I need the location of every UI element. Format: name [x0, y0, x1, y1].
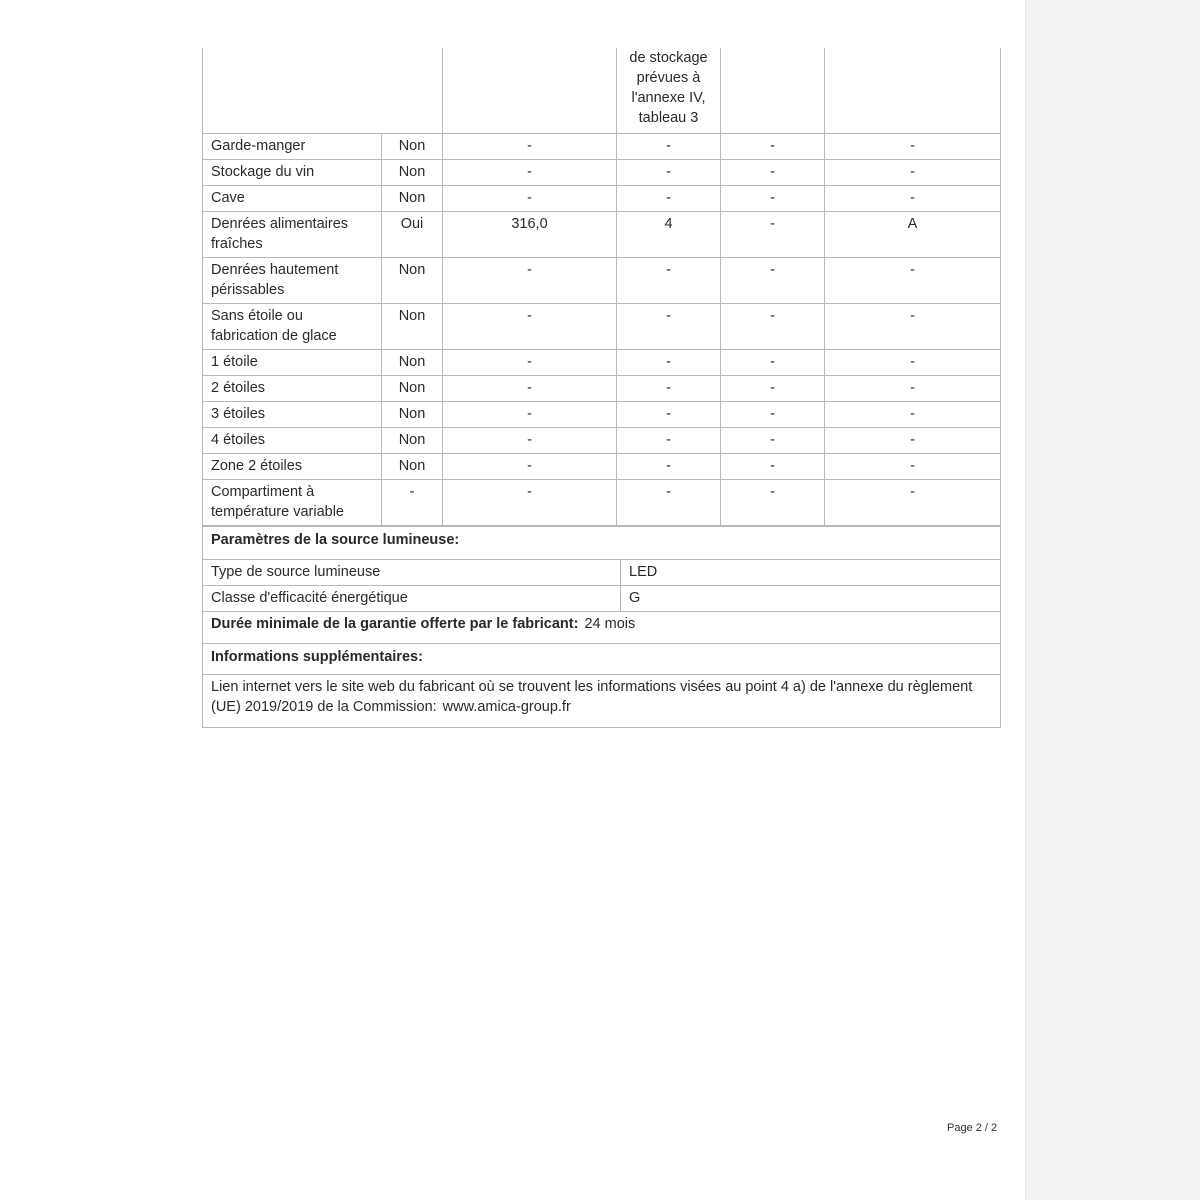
compartment-temperature: - — [617, 160, 721, 186]
page-number: Page 2 / 2 — [947, 1122, 998, 1134]
additional-info-heading: Informations supplémentaires: — [203, 644, 1001, 675]
compartment-class: - — [825, 428, 1001, 454]
compartment-temperature: - — [617, 480, 721, 526]
header-cell-empty-4 — [825, 48, 1001, 134]
table-row — [203, 428, 1001, 454]
table-row — [203, 304, 1001, 350]
light-source-heading: Paramètres de la source lumineuse: — [203, 527, 1001, 560]
compartment-volume: - — [443, 454, 617, 480]
compartment-temperature: - — [617, 134, 721, 160]
header-line: de stockage — [629, 50, 708, 66]
header-line: l'annexe IV, — [631, 90, 706, 106]
compartment-class: - — [825, 160, 1001, 186]
compartment-name: Denrées alimentaires fraîches — [203, 212, 382, 258]
compartment-temperature: - — [617, 376, 721, 402]
table-row — [203, 212, 1001, 258]
additional-info-heading-row — [203, 644, 1001, 675]
compartment-name: Stockage du vin — [203, 160, 382, 186]
compartment-volume: 316,0 — [443, 212, 617, 258]
compartment-temperature: - — [617, 304, 721, 350]
compartment-present: Non — [382, 304, 443, 350]
light-source-type-value: LED — [621, 560, 1001, 586]
compartment-volume: - — [443, 480, 617, 526]
compartment-present: Non — [382, 134, 443, 160]
compartment-present: Oui — [382, 212, 443, 258]
compartment-name: Denrées hautement périssables — [203, 258, 382, 304]
compartment-volume: - — [443, 258, 617, 304]
warranty-cell — [203, 612, 1001, 644]
header-cell-empty-1 — [203, 48, 443, 134]
compartment-value: - — [721, 258, 825, 304]
header-cell-empty-3 — [721, 48, 825, 134]
compartment-present: Non — [382, 160, 443, 186]
compartment-volume: - — [443, 160, 617, 186]
compartment-value: - — [721, 480, 825, 526]
energy-class-row — [203, 586, 1001, 612]
compartment-class: - — [825, 376, 1001, 402]
compartment-volume: - — [443, 304, 617, 350]
light-source-type-row — [203, 560, 1001, 586]
compartment-value: - — [721, 212, 825, 258]
compartment-name: Compartiment à température variable — [203, 480, 382, 526]
table-row — [203, 376, 1001, 402]
additional-info-text: Lien internet vers le site web du fabricant où se trouvent les informations visées au point 4 a) de l'annexe du règlement (UE) 2019/2019 de la Commission: — [211, 679, 973, 715]
header-line: prévues à — [636, 70, 701, 86]
compartment-name: 4 étoiles — [203, 428, 382, 454]
compartment-class: A — [825, 212, 1001, 258]
compartment-class: - — [825, 454, 1001, 480]
compartment-present: Non — [382, 402, 443, 428]
compartment-volume: - — [443, 186, 617, 212]
compartment-volume: - — [443, 134, 617, 160]
compartment-present: Non — [382, 428, 443, 454]
table-row — [203, 350, 1001, 376]
energy-class-value: G — [621, 586, 1001, 612]
compartment-volume: - — [443, 350, 617, 376]
light-source-table — [202, 526, 1001, 728]
compartment-table-body — [203, 48, 1001, 526]
compartment-value: - — [721, 134, 825, 160]
compartment-table — [202, 48, 1001, 526]
compartment-present: Non — [382, 454, 443, 480]
compartment-class: - — [825, 402, 1001, 428]
product-info-sheet — [202, 48, 1000, 728]
header-cell-storage-conditions — [617, 48, 721, 134]
compartment-temperature: - — [617, 454, 721, 480]
light-source-heading-row — [203, 527, 1001, 560]
compartment-name: Cave — [203, 186, 382, 212]
compartment-value: - — [721, 428, 825, 454]
compartment-name: Garde-manger — [203, 134, 382, 160]
table-row — [203, 134, 1001, 160]
compartment-name: 2 étoiles — [203, 376, 382, 402]
compartment-temperature: - — [617, 428, 721, 454]
compartment-temperature: 4 — [617, 212, 721, 258]
warranty-label: Durée minimale de la garantie offerte par le fabricant: — [211, 616, 579, 632]
compartment-present: - — [382, 480, 443, 526]
compartment-class: - — [825, 304, 1001, 350]
header-cell-empty-2 — [443, 48, 617, 134]
table-row — [203, 402, 1001, 428]
compartment-class: - — [825, 480, 1001, 526]
compartment-value: - — [721, 304, 825, 350]
compartment-name: Sans étoile ou fabrication de glace — [203, 304, 382, 350]
compartment-volume: - — [443, 376, 617, 402]
warranty-row — [203, 612, 1001, 644]
compartment-temperature: - — [617, 186, 721, 212]
compartment-value: - — [721, 350, 825, 376]
compartment-class: - — [825, 134, 1001, 160]
table-row — [203, 258, 1001, 304]
light-source-type-label: Type de source lumineuse — [203, 560, 621, 586]
compartment-volume: - — [443, 402, 617, 428]
additional-info-row — [203, 675, 1001, 728]
compartment-value: - — [721, 376, 825, 402]
manufacturer-website-link[interactable]: www.amica-group.fr — [442, 699, 571, 715]
energy-class-label: Classe d'efficacité énergétique — [203, 586, 621, 612]
table-row — [203, 160, 1001, 186]
compartment-present: Non — [382, 186, 443, 212]
compartment-name: 1 étoile — [203, 350, 382, 376]
compartment-temperature: - — [617, 402, 721, 428]
compartment-value: - — [721, 160, 825, 186]
header-line: tableau 3 — [638, 110, 699, 126]
compartment-class: - — [825, 350, 1001, 376]
compartment-class: - — [825, 258, 1001, 304]
compartment-name: 3 étoiles — [203, 402, 382, 428]
compartment-present: Non — [382, 350, 443, 376]
compartment-value: - — [721, 186, 825, 212]
compartment-present: Non — [382, 376, 443, 402]
compartment-volume: - — [443, 428, 617, 454]
compartment-temperature: - — [617, 258, 721, 304]
table-header-row — [203, 48, 1001, 134]
warranty-value: 24 mois — [584, 616, 636, 632]
table-row — [203, 480, 1001, 526]
table-row — [203, 454, 1001, 480]
compartment-class: - — [825, 186, 1001, 212]
compartment-name: Zone 2 étoiles — [203, 454, 382, 480]
compartment-present: Non — [382, 258, 443, 304]
additional-info-cell — [203, 675, 1001, 728]
table-row — [203, 186, 1001, 212]
compartment-temperature: - — [617, 350, 721, 376]
compartment-value: - — [721, 454, 825, 480]
compartment-value: - — [721, 402, 825, 428]
